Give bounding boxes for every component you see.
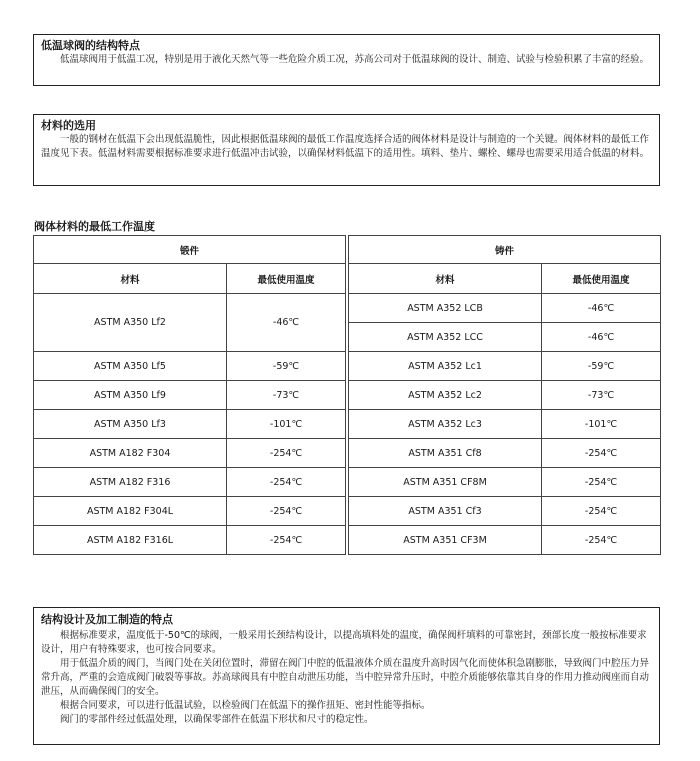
- table-cell: -59℃: [227, 352, 346, 381]
- table-cell: ASTM A182 F316L: [34, 526, 227, 555]
- table-cell: ASTM A182 F304: [34, 439, 227, 468]
- table-cell: ASTM A350 Lf5: [34, 352, 227, 381]
- design-box-text: 根据标准要求，温度低于-50℃的球阀，一般采用长颈结构设计，以提高填料处的温度，确保阀杆填料的可靠密封，颈部长度一般按标准要求设计，用户有特殊要求，也可按合同要求。: [41, 630, 647, 655]
- table-cell: ASTM A351 Cf3: [349, 497, 542, 526]
- material-box-title: 材料的选用: [41, 119, 96, 132]
- table-cell: ASTM A352 Lc2: [349, 381, 542, 410]
- table-cell: -254℃: [542, 497, 661, 526]
- structure-box: [33, 34, 660, 86]
- table-cell: -254℃: [227, 526, 346, 555]
- structure-box-title: 低温球阀的结构特点: [41, 39, 140, 52]
- design-box-text: 阀门的零部件经过低温处理，以确保零部件在低温下形状和尺寸的稳定性。: [60, 714, 374, 725]
- table-cell: ASTM A352 Lc1: [349, 352, 542, 381]
- cast-material-col: 材料: [349, 264, 542, 294]
- table-cell: -73℃: [227, 381, 346, 410]
- table-cell: -254℃: [542, 468, 661, 497]
- table-cell: -254℃: [542, 526, 661, 555]
- table-cell: -254℃: [542, 439, 661, 468]
- material-temperature-table: [33, 235, 661, 555]
- table-cell: -101℃: [542, 410, 661, 439]
- table-cell: ASTM A350 Lf2: [34, 294, 227, 352]
- table-cell: -254℃: [227, 468, 346, 497]
- design-box-title: 结构设计及加工制造的特点: [41, 613, 173, 626]
- table-cell: -46℃: [542, 294, 661, 323]
- material-box: [33, 114, 660, 186]
- table-cell: ASTM A350 Lf9: [34, 381, 227, 410]
- forged-temp-col: 最低使用温度: [227, 264, 346, 294]
- table-cell: ASTM A352 Lc3: [349, 410, 542, 439]
- table-cell: ASTM A351 Cf8: [349, 439, 542, 468]
- design-box-text: 用于低温介质的阀门，当阀门处在关闭位置时，滞留在阀门中腔的低温液体介质在温度升高时因气化而使体积急剧膨胀，导致阀门中腔压力异常升高，严重的会造成阀门破裂等事故。苏高球阀具有中腔自动泄压功能，当中腔异常升压时，中腔介质能够依靠其自身的作用力推动阀座而自动泄压，从而确保阀门的安全。: [41, 658, 650, 697]
- table-cell: -46℃: [542, 323, 661, 352]
- forged-material-col: 材料: [34, 264, 227, 294]
- table-cell: ASTM A352 LCB: [349, 294, 542, 323]
- table-cell: ASTM A182 F316: [34, 468, 227, 497]
- table-cell: ASTM A351 CF8M: [349, 468, 542, 497]
- table-cell: -101℃: [227, 410, 346, 439]
- design-box: [33, 607, 660, 745]
- forged-header: 锻件: [34, 236, 346, 264]
- design-box-text: 根据合同要求，可以进行低温试验，以检验阀门在低温下的操作扭矩、密封性能等指标。: [60, 700, 431, 711]
- material-box-text: 一般的钢材在低温下会出现低温脆性，因此根据低温球阀的最低工作温度选择合适的阀体材料是设计与制造的一个关键。阀体材料的最低工作温度见下表。低温材料需要根据标准要求进行低温冲击试验，以确保材料低温下的适用性。填料、垫片、螺栓、螺母也需要采用适合低温的材料。: [41, 134, 650, 159]
- table-cell: ASTM A350 Lf3: [34, 410, 227, 439]
- cast-header: 铸件: [349, 236, 661, 264]
- table-cell: -254℃: [227, 497, 346, 526]
- table-cell: ASTM A352 LCC: [349, 323, 542, 352]
- table-cell: -59℃: [542, 352, 661, 381]
- table-cell: ASTM A351 CF3M: [349, 526, 542, 555]
- table-cell: -46℃: [227, 294, 346, 352]
- cast-temp-col: 最低使用温度: [542, 264, 661, 294]
- table-cell: -254℃: [227, 439, 346, 468]
- table-cell: -73℃: [542, 381, 661, 410]
- table-title: 阀体材料的最低工作温度: [34, 220, 155, 233]
- structure-box-text: 低温球阀用于低温工况，特别是用于液化天然气等一些危险介质工况，苏高公司对于低温球阀的设计、制造、试验与检验积累了丰富的经验。: [60, 54, 650, 65]
- table-cell: ASTM A182 F304L: [34, 497, 227, 526]
